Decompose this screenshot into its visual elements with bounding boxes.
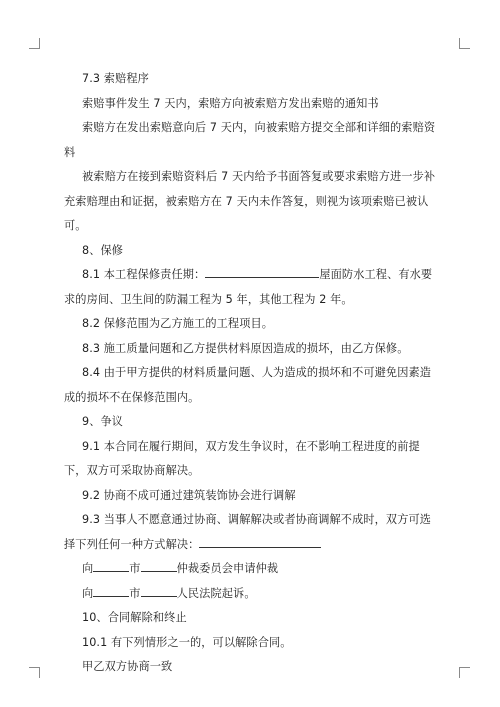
warranty-period-blank[interactable] xyxy=(205,266,319,278)
paragraph-warranty-scope: 8.2 保修范围为乙方施工的工程项目。 xyxy=(82,317,274,330)
arbitration-blank-1[interactable] xyxy=(93,560,129,572)
court-suffix: 人民法院起诉。 xyxy=(176,586,256,600)
arbitration-blank-2[interactable] xyxy=(141,560,177,572)
paragraph-warranty-period xyxy=(64,263,442,312)
court-prefix: 向 xyxy=(82,586,94,600)
paragraph-dispute-negotiation: 9.1 本合同在履行期间，双方发生争议时，在不影响工程进度的前提下，双方可采取协商解决。 xyxy=(64,439,420,477)
court-city: 市 xyxy=(129,586,141,600)
paragraph-warranty-quality: 8.3 施工质量问题和乙方提供材料原因造成的损坏，由乙方保修。 xyxy=(82,341,409,355)
section-heading-7-3: 7.3 索赔程序 xyxy=(82,72,149,85)
arbitration-city: 市 xyxy=(129,562,141,575)
section-heading-dispute: 9、争议 xyxy=(82,415,124,428)
dispute-resolution-text: 9.3 当事人不愿意通过协商、调解解决或者协商调解不成时，双方可选择下列任何一种方式解决： xyxy=(64,513,432,551)
section-heading-termination: 10、合同解除和终止 xyxy=(82,611,187,624)
paragraph-termination-conditions: 10.1 有下列情形之一的，可以解除合同。 xyxy=(82,635,292,649)
paragraph-claim-response: 被索赔方在接到索赔资料后 7 天内给予书面答复或要求索赔方进一步补充索赔理由和证据，被索赔方在 7 天内未作答复，则视为该项索赔已被认可。 xyxy=(64,170,436,232)
crop-mark-top-left xyxy=(29,38,40,49)
paragraph-mutual-agreement: 甲乙双方协商一致 xyxy=(82,660,173,673)
crop-mark-bottom-left xyxy=(29,667,40,678)
paragraph-warranty-exclusions: 8.4 由于甲方提供的材料质量问题、人为造成的损坏和不可避免因素造成的损坏不在保修范围内。 xyxy=(64,366,432,404)
warranty-period-text: 屋面防水工程、有水要求的房间、卫生间的防漏工程为 5 年，其他工程为 2 年。 xyxy=(64,268,433,306)
court-blank-2[interactable] xyxy=(141,585,177,597)
crop-mark-bottom-right xyxy=(459,667,470,678)
paragraph-dispute-resolution xyxy=(64,508,442,557)
arbitration-prefix: 向 xyxy=(82,562,94,575)
document-body xyxy=(64,67,442,680)
paragraph-court-option xyxy=(64,582,442,607)
section-heading-warranty: 8、保修 xyxy=(82,243,124,257)
paragraph-claim-materials: 索赔方在发出索赔意向后 7 天内，向被索赔方提交全部和详细的索赔资料 xyxy=(64,121,436,159)
paragraph-claim-notice: 索赔事件发生 7 天内，索赔方向被索赔方发出索赔的通知书 xyxy=(82,96,379,110)
dispute-resolution-blank[interactable] xyxy=(199,536,321,548)
court-blank-1[interactable] xyxy=(93,585,129,597)
arbitration-suffix: 仲裁委员会申请仲裁 xyxy=(176,562,279,575)
paragraph-dispute-mediation: 9.2 协商不成可通过建筑装饰协会进行调解 xyxy=(82,488,296,502)
warranty-period-label: 8.1 本工程保修责任期： xyxy=(82,268,206,281)
crop-mark-top-right xyxy=(459,38,470,49)
paragraph-arbitration-option xyxy=(64,557,442,582)
